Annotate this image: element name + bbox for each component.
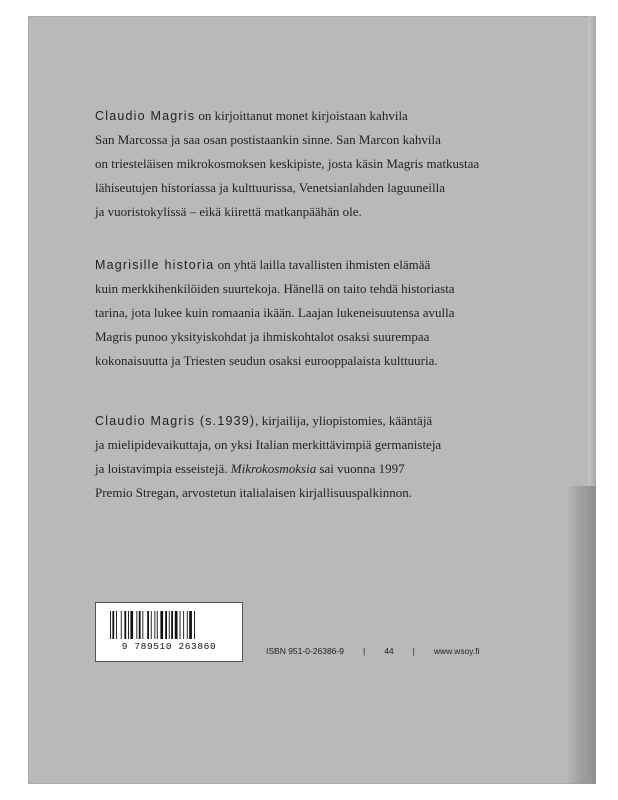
author-name-lead: Claudio Magris — [95, 109, 196, 123]
book-title-italic: Mikrokosmoksia — [230, 461, 317, 476]
paragraph-author-bio — [95, 409, 545, 505]
publisher-url: www.wsoy.fi — [433, 646, 480, 656]
barcode-box — [95, 602, 243, 662]
product-code: 44 — [384, 646, 394, 656]
paragraph-intro — [95, 104, 545, 224]
paragraph-history — [95, 253, 545, 373]
paragraph-author-bio-text: Claudio Magris (s.1939), kirjailija, yliopistomies, kääntäjä ja mielipidevaikuttaja, on yksi Italian merkittävimpiä germanisteja ja loistavimpia esseistejä. Mikrokosmoksia sai vuonna 1997 Premio Stregan, arvostetun italialaisen kirjallisuuspalkinnon. — [95, 413, 442, 500]
isbn-text: ISBN 951-0-26386-9 — [266, 646, 344, 656]
spine-photo-strip — [566, 486, 596, 784]
history-lead: Magrisille historia — [95, 258, 215, 272]
author-bio-lead: Claudio Magris (s.1939) — [95, 414, 256, 428]
paragraph-intro-text: Claudio Magris on kirjoittanut monet kirjoistaan kahvila San Marcossa ja saa osan postistaankin sinne. San Marcon kahvila on triesteläisen mikrokosmoksen keskipiste, josta käsin Magris matkustaa lähiseutujen historiassa ja kulttuurissa, Venetsianlahden laguuneilla ja vuoristokylissä – eikä kiirettä matkanpäähän ole. — [95, 108, 480, 219]
separator: | — [362, 646, 366, 656]
barcode-number: 9 789510 263860 — [121, 641, 217, 652]
separator: | — [412, 646, 415, 656]
paragraph-history-text: Magrisille historia on yhtä lailla tavallisten ihmisten elämää kuin merkkihenkilöiden suurtekoja. Hänellä on taito tehdä historiasta tarina, jota lukee kuin romaania ikään. Laajan lukeneisuutensa avulla Magris punoo yksityiskohdat ja ihmiskohtalot osaksi suurempaa kokonaisuutta ja Triesten seudun osaksi eurooppalaista kulttuuria. — [95, 257, 455, 368]
barcode-icon — [110, 611, 228, 639]
isbn-row — [266, 646, 480, 656]
